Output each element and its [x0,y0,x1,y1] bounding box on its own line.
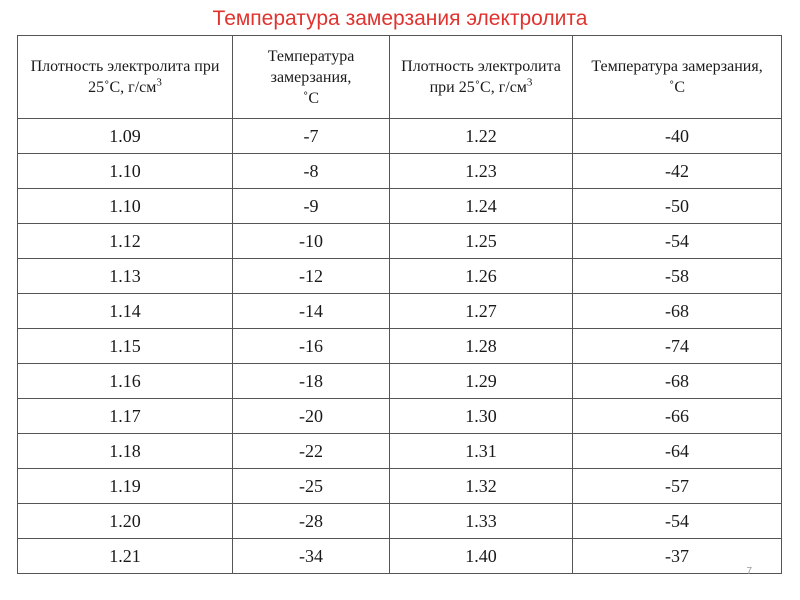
density-cell: 1.09 [18,119,233,154]
density-cell: 1.10 [18,154,233,189]
freeze-temp-cell: -20 [233,399,390,434]
density-cell: 1.13 [18,259,233,294]
density-cell: 1.33 [390,504,573,539]
header-freeze-temp-2 [573,36,782,119]
density-cell: 1.17 [18,399,233,434]
table-row [18,224,782,259]
freeze-temp-cell: -28 [233,504,390,539]
density-cell: 1.14 [18,294,233,329]
table-row [18,364,782,399]
freeze-temp-cell: -14 [233,294,390,329]
header-freeze-temp-2-line2: ˚С [669,79,685,96]
header-density-2 [390,36,573,119]
table-row [18,399,782,434]
freeze-temp-cell: -58 [573,259,782,294]
table-row [18,294,782,329]
freeze-temp-cell: -57 [573,469,782,504]
header-density-2-text: Плотность электролита при 25˚С, г/см [401,58,561,96]
table-row [18,329,782,364]
freeze-temp-cell: -68 [573,364,782,399]
header-density-1-sup: 3 [156,76,162,89]
freeze-temp-cell: -10 [233,224,390,259]
table-header-row [18,36,782,119]
header-density-2-sup: 3 [526,76,533,89]
freeze-temp-cell: -16 [233,329,390,364]
density-cell: 1.20 [18,504,233,539]
table-row [18,434,782,469]
density-cell: 1.32 [390,469,573,504]
table-row [18,539,782,574]
freeze-temperature-table [17,35,782,574]
density-cell: 1.10 [18,189,233,224]
density-cell: 1.15 [18,329,233,364]
density-cell: 1.27 [390,294,573,329]
freeze-temp-cell: -54 [573,504,782,539]
freeze-temp-cell: -37 [573,539,782,574]
freeze-temp-cell: -68 [573,294,782,329]
freeze-temp-cell: -50 [573,189,782,224]
density-cell: 1.31 [390,434,573,469]
table-row [18,469,782,504]
density-cell: 1.19 [18,469,233,504]
header-density-1 [18,36,233,119]
density-cell: 1.18 [18,434,233,469]
freeze-temp-cell: -25 [233,469,390,504]
header-density-1-text: Плотность электролита при 25˚С, г/см [30,58,220,96]
density-cell: 1.28 [390,329,573,364]
density-cell: 1.25 [390,224,573,259]
freeze-temp-cell: -42 [573,154,782,189]
density-cell: 1.22 [390,119,573,154]
table-row [18,189,782,224]
density-cell: 1.23 [390,154,573,189]
header-freeze-temp-1-line1: Температура замерзания, [267,47,355,86]
freeze-temp-cell: -9 [233,189,390,224]
freeze-temp-cell: -22 [233,434,390,469]
freeze-temp-cell: -66 [573,399,782,434]
table-row [18,504,782,539]
density-cell: 1.21 [18,539,233,574]
freeze-temp-cell: -7 [233,119,390,154]
table-row [18,259,782,294]
freeze-temp-cell: -64 [573,434,782,469]
density-cell: 1.16 [18,364,233,399]
freeze-temp-cell: -74 [573,329,782,364]
header-freeze-temp-1-line2: ˚С [303,89,319,107]
slide-title: Температура замерзания электролита [212,7,588,30]
density-cell: 1.12 [18,224,233,259]
freeze-temp-cell: -18 [233,364,390,399]
header-freeze-temp-2-line1: Температура замерзания, [591,58,763,75]
freeze-temp-cell: -40 [573,119,782,154]
freeze-temp-cell: -8 [233,154,390,189]
freeze-temp-cell: -54 [573,224,782,259]
density-cell: 1.26 [390,259,573,294]
table-body [18,119,782,574]
header-freeze-temp-1 [233,36,390,119]
density-cell: 1.30 [390,399,573,434]
page-number: 7 [746,566,752,577]
table-row [18,119,782,154]
freeze-temp-cell: -12 [233,259,390,294]
density-cell: 1.40 [390,539,573,574]
table-row [18,154,782,189]
density-cell: 1.29 [390,364,573,399]
freeze-temp-cell: -34 [233,539,390,574]
density-cell: 1.24 [390,189,573,224]
